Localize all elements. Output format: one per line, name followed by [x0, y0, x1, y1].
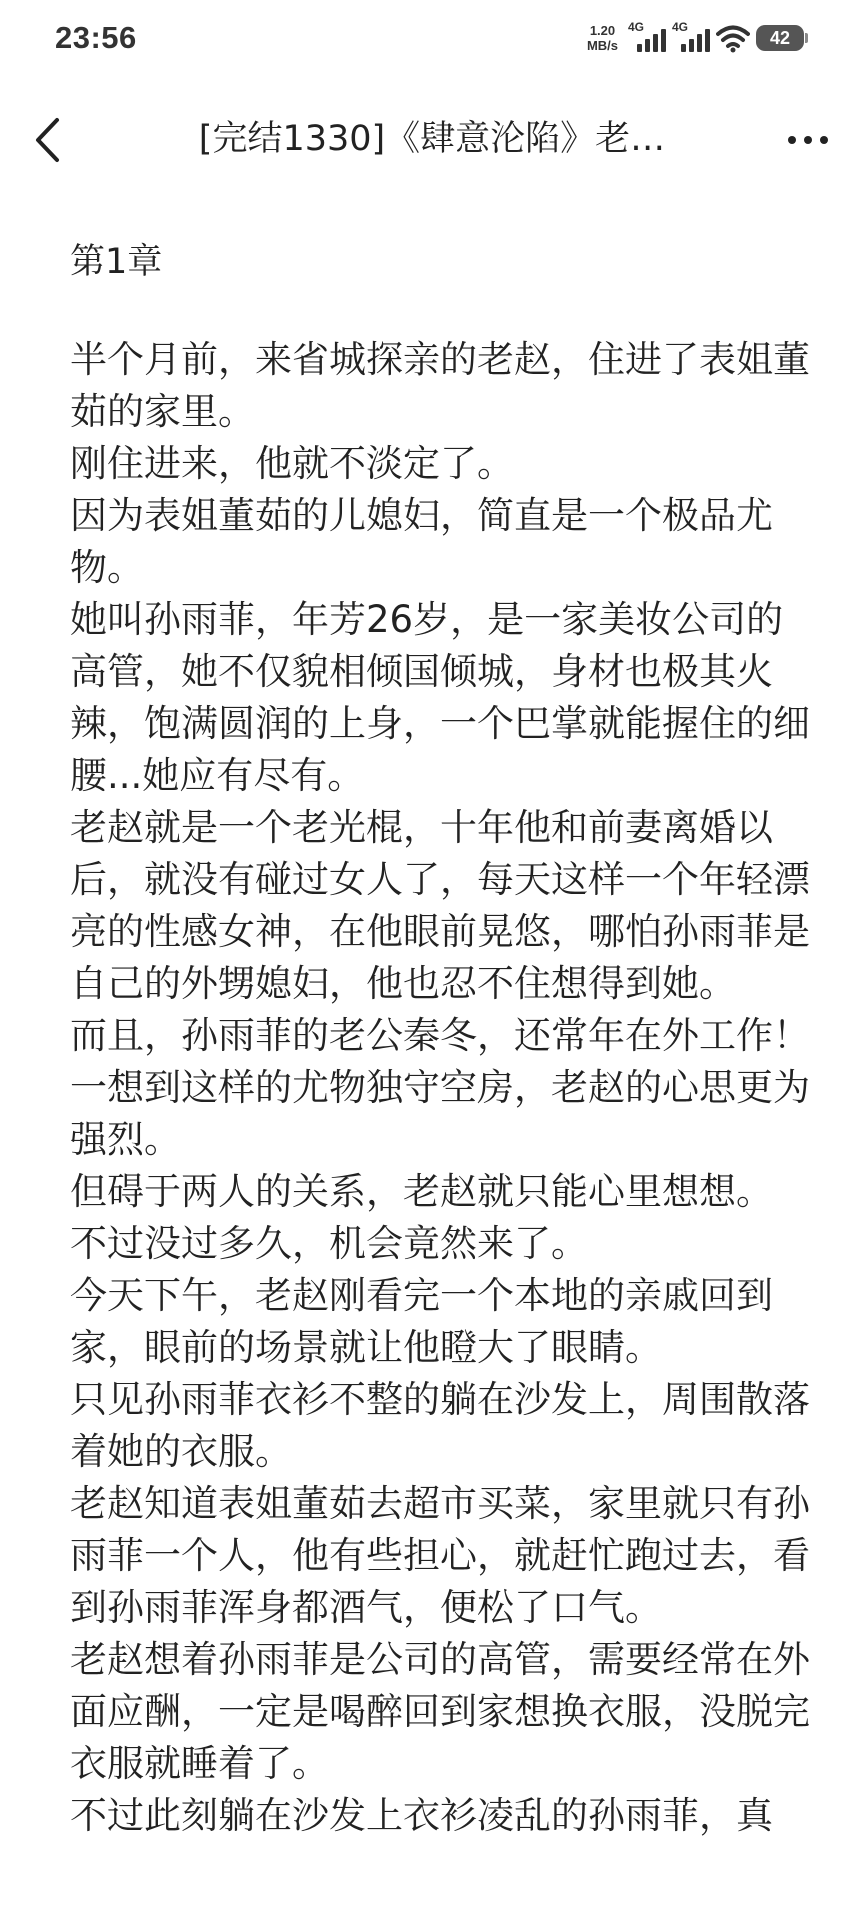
paragraph: 半个月前，来省城探亲的老赵，住进了表姐董茹的家里。	[70, 338, 810, 433]
page-title: [完结1330]《肆意沦陷》老…	[198, 119, 666, 159]
network-speed	[587, 23, 618, 53]
paragraph: 不过没过多久，机会竟然来了。	[70, 1222, 588, 1265]
nav-bar	[0, 100, 864, 180]
paragraph: 不过此刻躺在沙发上衣衫凌乱的孙雨菲，真	[70, 1794, 773, 1837]
paragraph: 老赵想着孙雨菲是公司的高管，需要经常在外面应酬，一定是喝醉回到家想换衣服，没脱完衣服就睡着了。	[70, 1638, 810, 1785]
status-time: 23:56	[55, 20, 137, 55]
chevron-left-icon	[33, 117, 63, 163]
paragraph: 因为表姐董茹的儿媳妇，简直是一个极品尤物。	[70, 494, 773, 589]
back-button[interactable]	[20, 112, 76, 168]
paragraph: 刚住进来，他就不淡定了。	[70, 442, 514, 485]
battery-level: 42	[769, 27, 791, 48]
wifi-icon	[716, 23, 750, 53]
paragraph: 老赵就是一个老光棍，十年他和前妻离婚以后，就没有碰过女人了，每天这样一个年轻漂亮的性感女神，在他眼前晃悠，哪怕孙雨菲是自己的外甥媳妇，他也忍不住想得到她。	[70, 806, 810, 1005]
paragraph: 今天下午，老赵刚看完一个本地的亲戚回到家，眼前的场景就让他瞪大了眼睛。	[70, 1274, 773, 1369]
paragraph: 但碍于两人的关系，老赵就只能心里想想。	[70, 1170, 773, 1213]
network-speed-value: 1.20	[589, 23, 616, 38]
signal-icon-sim1	[628, 22, 666, 54]
more-horizontal-icon	[786, 134, 830, 146]
signal-type-label: 4G	[628, 20, 645, 34]
paragraph: 只见孙雨菲衣衫不整的躺在沙发上，周围散落着她的衣服。	[70, 1378, 810, 1473]
chapter-content	[70, 236, 810, 1842]
more-options-button[interactable]	[778, 112, 838, 168]
paragraph: 她叫孙雨菲，年芳26岁，是一家美妆公司的高管，她不仅貌相倾国倾城，身材也极其火辣，饱满圆润的上身，一个巴掌就能握住的细腰...她应有尽有。	[70, 598, 810, 797]
signal-type-label: 4G	[672, 20, 689, 34]
paragraph: 老赵知道表姐董茹去超市买菜，家里就只有孙雨菲一个人，他有些担心，就赶忙跑过去，看到孙雨菲浑身都酒气，便松了口气。	[70, 1482, 810, 1629]
paragraph: 一想到这样的尤物独守空房，老赵的心思更为强烈。	[70, 1066, 810, 1161]
status-bar	[0, 0, 864, 80]
signal-bars-icon	[637, 29, 666, 52]
network-speed-unit: MB/s	[586, 38, 618, 53]
battery-icon	[756, 25, 804, 51]
status-icons	[587, 18, 804, 58]
paragraph: 而且，孙雨菲的老公秦冬，还常年在外工作！	[70, 1014, 810, 1057]
chapter-title: 第1章	[70, 242, 163, 282]
signal-icon-sim2	[672, 22, 710, 54]
signal-bars-icon	[681, 29, 710, 52]
